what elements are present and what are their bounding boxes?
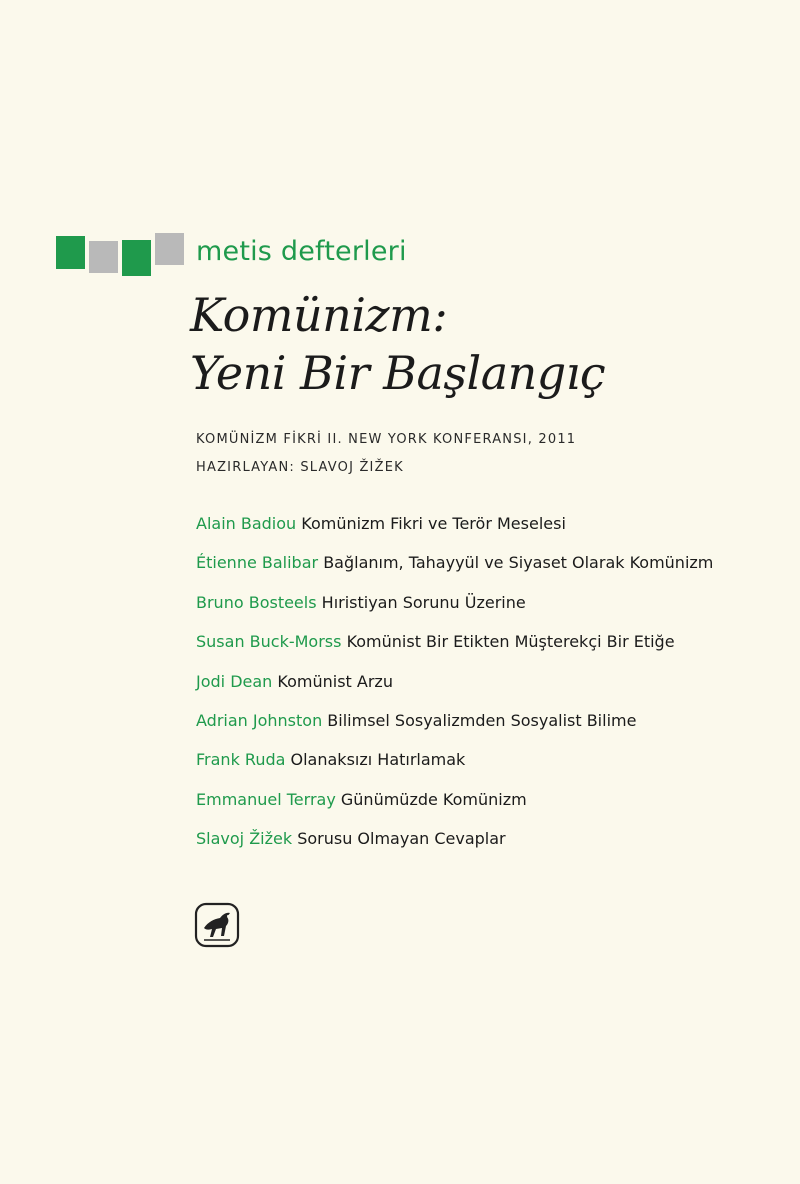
metis-publisher-logo-icon [194, 902, 240, 948]
entry-essay-title: Bilimsel Sosyalizmden Sosyalist Bilime [327, 710, 637, 730]
book-title-line-2: Yeni Bir Başlangıç [190, 346, 606, 400]
contents-entry [196, 788, 786, 827]
entry-author: Adrian Johnston [196, 710, 323, 730]
contents-entry [196, 630, 786, 669]
entry-essay-title: Sorusu Olmayan Cevaplar [297, 829, 506, 849]
entry-essay-title: Hıristiyan Sorunu Üzerine [321, 592, 526, 612]
entry-essay-title: Komünist Bir Etikten Müşterekçi Bir Etiğe [346, 632, 675, 652]
entry-author: Emmanuel Terray [196, 789, 336, 809]
entry-author: Slavoj Žižek [196, 829, 293, 849]
contents-entry [196, 512, 786, 551]
book-title-line-1: Komünizm: [190, 288, 448, 342]
series-block-gray-1 [89, 241, 118, 273]
entry-author: Alain Badiou [196, 514, 297, 533]
entry-author: Bruno Bosteels [196, 592, 317, 612]
series-name: metis defterleri [196, 236, 407, 267]
conference-subtitle: KOMÜNİZM FİKRİ II. NEW YORK KONFERANSI, 2011 [196, 432, 577, 447]
series-block-green-2 [122, 240, 151, 276]
entry-author: Susan Buck-Morss [196, 632, 342, 652]
contents-entry [196, 827, 786, 866]
table-of-contents [196, 512, 786, 867]
entry-essay-title: Bağlanım, Tahayyül ve Siyaset Olarak Komünizm [323, 553, 714, 573]
entry-essay-title: Günümüzde Komünizm [340, 789, 527, 809]
series-block-gray-2 [155, 233, 184, 265]
entry-author: Jodi Dean [196, 671, 273, 691]
contents-entry [196, 748, 786, 787]
entry-essay-title: Komünizm Fikri ve Terör Meselesi [301, 514, 566, 533]
contents-entry [196, 709, 786, 748]
contents-entry [196, 551, 786, 590]
entry-author: Frank Ruda [196, 750, 286, 770]
entry-author: Étienne Balibar [196, 553, 319, 573]
series-color-blocks [56, 236, 186, 276]
series-block-green-1 [56, 236, 85, 269]
entry-essay-title: Komünist Arzu [277, 671, 393, 691]
contents-entry [196, 591, 786, 630]
entry-essay-title: Olanaksızı Hatırlamak [290, 750, 466, 770]
book-title [190, 286, 605, 402]
contents-entry [196, 670, 786, 709]
editor-credit: HAZIRLAYAN: SLAVOJ ŽIŽEK [196, 460, 404, 475]
